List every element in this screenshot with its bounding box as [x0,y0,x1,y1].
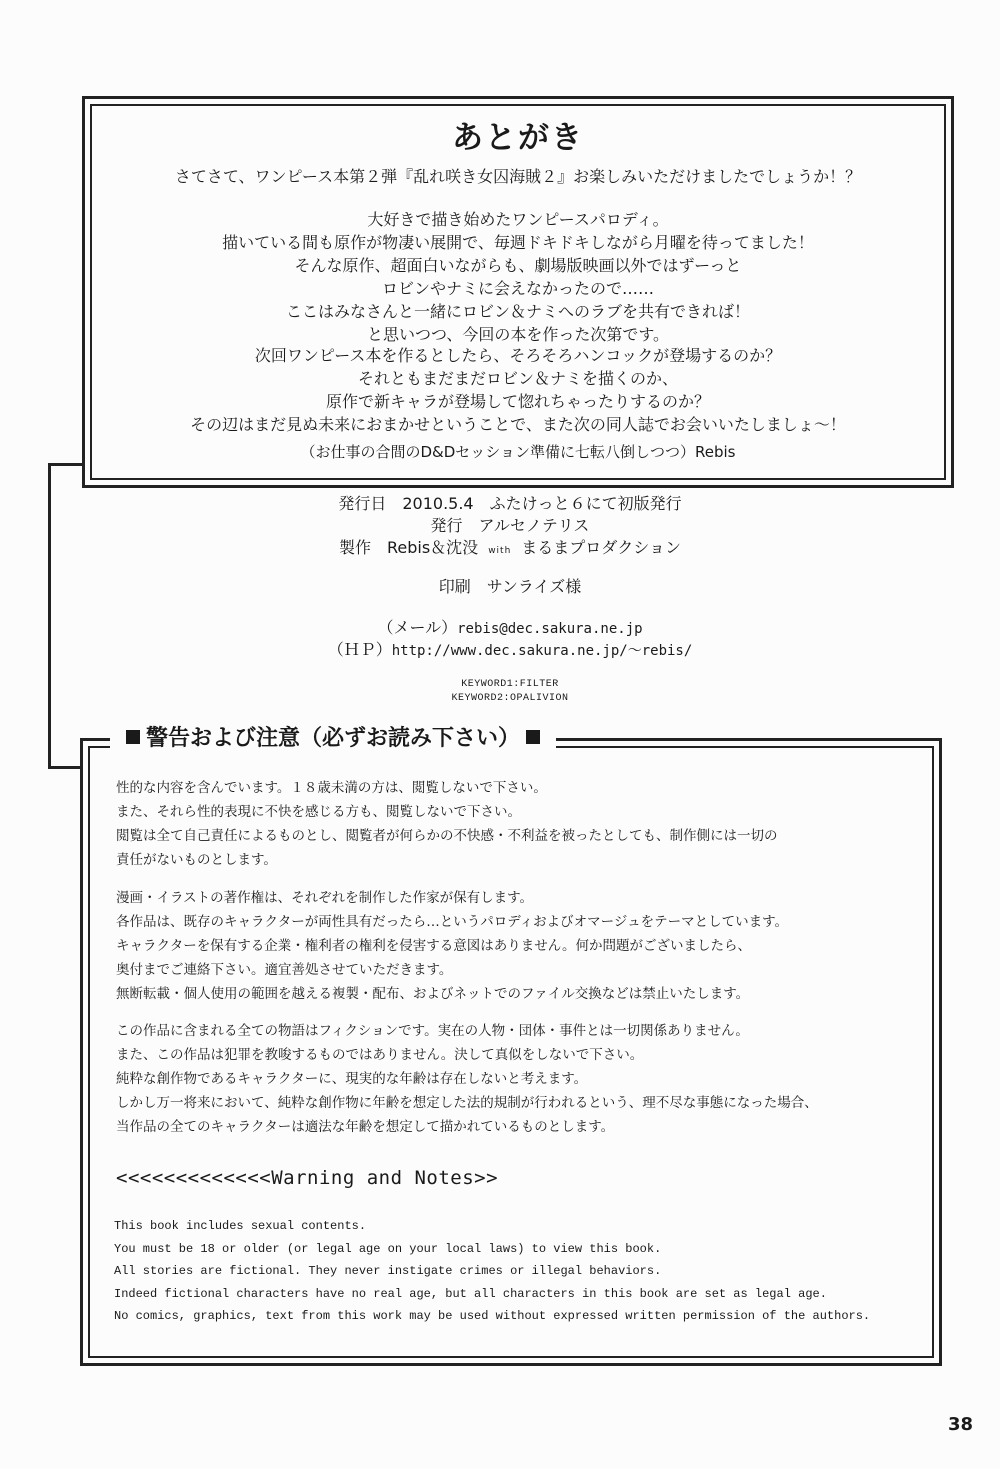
afterword-paragraph-2 [90,344,946,436]
production-suffix: まるまプロダクション [521,538,681,557]
colophon-production [180,535,840,558]
text-line: ここはみなさんと一緒にロビン＆ナミへのラブを共有できれば！ [285,302,750,321]
english-warning-notes [114,1215,914,1328]
colophon-printer: 印刷 サンライズ様 [438,577,582,596]
text-line: 次回ワンピース本を作るとしたら、そろそろハンコックが登場するのか？ [254,346,782,365]
warning-block-1 [116,776,906,872]
warning-block-2 [116,886,906,1006]
text-line: そんな原作、超面白いながらも、劇場版映画以外ではずーっと [294,256,742,275]
black-square-icon [126,730,140,744]
afterword-title: あとがき [452,120,584,156]
keyword-1: KEYWORD1:FILTER [461,679,559,690]
text-line: No comics, graphics, text from this work may be used without expressed written permission of the authors. [114,1309,871,1323]
mail-address-link[interactable]: rebis@dec.sakura.ne.jp [457,621,643,637]
bracket-connector [48,463,82,769]
warning-block-3 [116,1019,906,1139]
text-line: また、この作品は犯罪を教唆するものではありません。決して真似をしないで下さい。 [116,1047,644,1063]
text-line: と思いつつ、今回の本を作った次第です。 [366,325,670,344]
hp-label: （ＨＰ） [327,640,392,659]
text-line: キャラクターを保有する企業・権利者の権利を侵害する意図はありません。何か問題がございましたら、 [116,938,752,954]
afterword-paragraph-1 [90,208,946,346]
text-line: ロビンやナミに会えなかったので…… [381,279,654,298]
text-line: この作品に含まれる全ての物語はフィクションです。実在の人物・団体・事件とは一切関係ありません。 [116,1023,749,1039]
colophon-hp [180,637,840,660]
text-line: それともまだまだロビン＆ナミを描くのか、 [357,369,678,388]
mail-label: （メール） [377,618,458,637]
text-line: また、それら性的表現に不快を感じる方も、閲覧しないで下さい。 [116,804,521,820]
text-line: 責任がないものとします。 [116,852,277,868]
text-line: 各作品は、既存のキャラクターが両性具有だったら…というパロディおよびオマージュをテーマとしています。 [116,914,789,930]
text-line: 大好きで描き始めたワンピースパロディ。 [367,210,669,229]
colophon-publisher: 発行 アルセノテリス [430,516,590,535]
warning-heading [110,720,556,758]
text-line: 当作品の全てのキャラクターは適法な年齢を想定して描かれているものとします。 [116,1119,615,1135]
text-line: 無断転載・個人使用の範囲を越える複製・配布、およびネットでのファイル交換などは禁止いたします。 [116,986,750,1002]
text-line: You must be 18 or older (or legal age on your local laws) to view this book. [114,1241,662,1256]
text-line: 奥付までご連絡下さい。適宜善処させていただきます。 [116,962,453,978]
english-warning-heading: <<<<<<<<<<<<<Warning and Notes>> [116,1167,499,1189]
production-with: with [488,546,512,556]
page-number: 38 [948,1414,974,1435]
text-line: 描いている間も原作が物凄い展開で、毎週ドキドキしながら月曜を待ってました！ [222,233,814,252]
afterword-intro: さてさて、ワンピース本第２弾『乱れ咲き女囚海賊２』お楽しみいただけましたでしょうか！？ [174,167,862,186]
black-square-icon [526,730,540,744]
warning-heading-text: 警告および注意（必ずお読み下さい） [146,726,521,751]
text-line: 性的な内容を含んでいます。１８歳未満の方は、閲覧しないで下さい。 [116,780,547,796]
text-line: 漫画・イラストの著作権は、それぞれを制作した作家が保有します。 [116,890,534,906]
text-line: All stories are fictional. They never instigate crimes or illegal behaviors. [114,1264,662,1278]
text-line: その辺はまだ見ぬ未来におまかせということで、また次の同人誌でお会いいたしましょ～！ [190,415,846,434]
text-line: しかし万一将来において、純粋な創作物に年齢を想定した法的規制が行われるという、理不尽な事態になった場合、 [116,1095,818,1111]
keyword-2: KEYWORD2:OPALIVION [451,693,569,704]
text-line: This book includes sexual contents. [114,1219,367,1233]
text-line: 原作で新キャラが登場して惚れちゃったりするのか？ [325,392,710,411]
afterword-signature: （お仕事の合間のD&Dセッション準備に七転八倒しつつ）Rebis [300,443,736,461]
colophon-mail [180,615,840,638]
text-line: Indeed fictional characters have no real age, but all characters in this book are set as legal age. [114,1286,827,1301]
production-prefix: 製作 Rebis＆沈没 [339,538,479,557]
hp-url-link[interactable]: http://www.dec.sakura.ne.jp/～rebis/ [391,643,693,659]
text-line: 閲覧は全て自己責任によるものとし、閲覧者が何らかの不快感・不利益を被ったとしても、制作側には一切の [116,828,778,844]
colophon-date: 発行日 2010.5.4 ふたけっと６にて初版発行 [338,494,682,513]
text-line: 純粋な創作物であるキャラクターに、現実的な年齢は存在しないと考えます。 [116,1071,588,1087]
